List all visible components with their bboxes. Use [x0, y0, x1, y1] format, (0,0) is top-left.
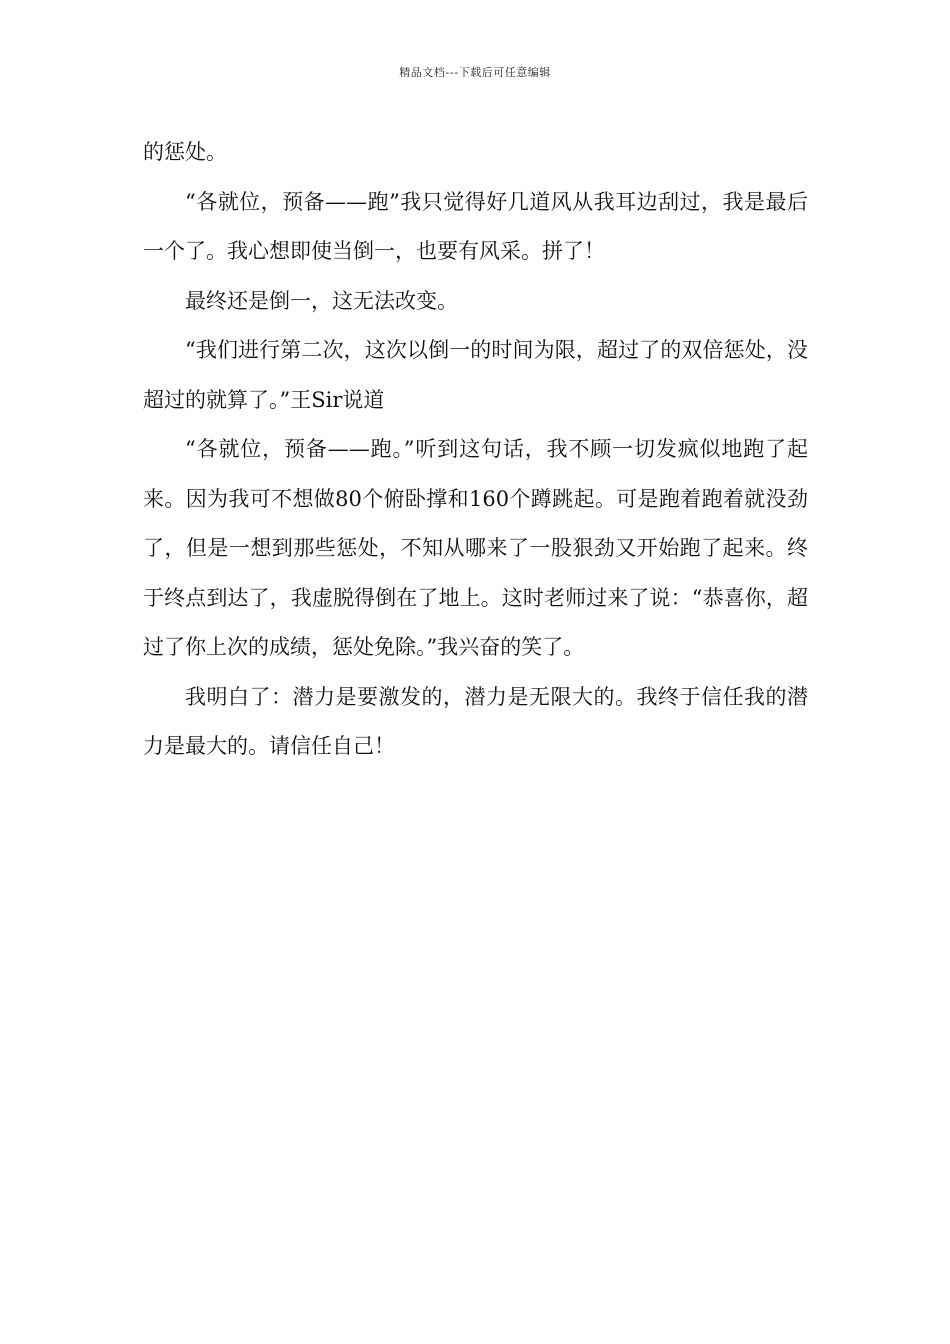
document-body	[143, 128, 808, 772]
paragraph-6: 我明白了：潜力是要激发的，潜力是无限大的。我终于信任我的潜力是最大的。请信任自己！	[143, 684, 808, 758]
paragraph-2: “各就位，预备——跑”我只觉得好几道风从我耳边刮过，我是最后一个了。我心想即使当倒一，也要有风采。拼了！	[143, 189, 808, 263]
paragraph-4: “我们进行第二次，这次以倒一的时间为限，超过了的双倍惩处，没超过的就算了。”王Sir说道	[143, 338, 808, 412]
paragraph-5: “各就位，预备——跑。”听到这句话，我不顾一切发疯似地跑了起来。因为我可不想做80个俯卧撑和160个蹲跳起。可是跑着跑着就没劲了，但是一想到那些惩处，不知从哪来了一股狠劲又开始跑了起来。终于终点到达了，我虚脱得倒在了地上。这时老师过来了说：“恭喜你，超过了你上次的成绩，惩处免除。”我兴奋的笑了。	[143, 437, 808, 659]
page-header: 精品文档---下载后可任意编辑	[399, 66, 551, 79]
paragraph-1: 的惩处。	[143, 140, 227, 164]
paragraph-3: 最终还是倒一，这无法改变。	[185, 288, 458, 313]
